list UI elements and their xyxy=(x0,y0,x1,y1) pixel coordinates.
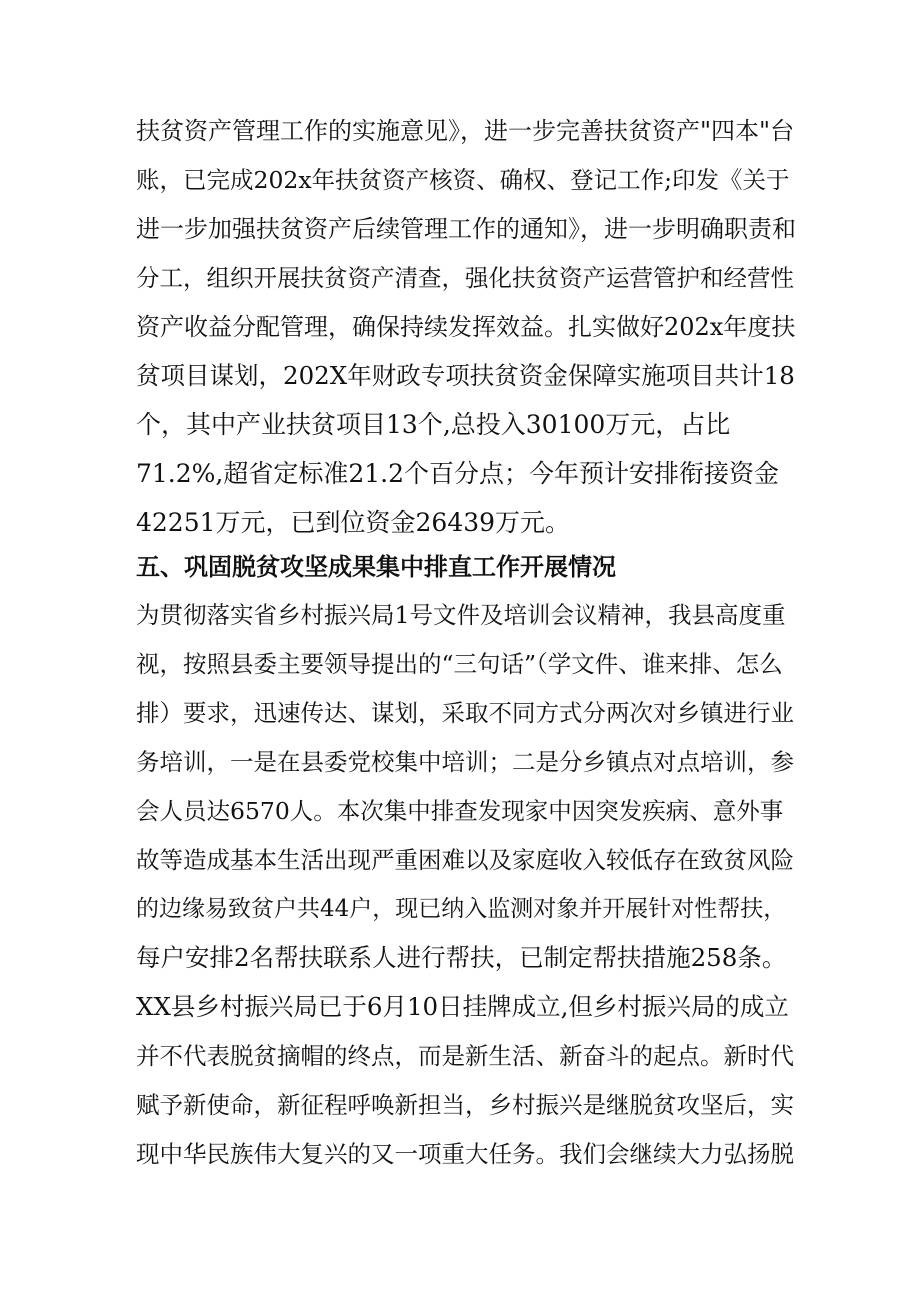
paragraph-line: 并不代表脱贫摘帽的终点，而是新生活、新奋斗的起点。新时代 xyxy=(136,1042,794,1070)
paragraph-line: 42251万元，已到位资金26439万元。 xyxy=(136,508,571,537)
paragraph-line: 个，其中产业扶贫项目13个,总投入30100万元，占比 xyxy=(136,410,731,439)
paragraph-line: 贫项目谋划，202X年财政专项扶贫资金保障实施项目共计18 xyxy=(136,361,795,390)
paragraph-line: 排）要求，迅速传达、谋划，采取不同方式分两次对乡镇进行业 xyxy=(136,699,794,727)
paragraph-line: 现中华民族伟大复兴的又一项重大任务。我们会继续大力弘扬脱 xyxy=(136,1140,794,1168)
paragraph-line: 每户安排2名帮扶联系人进行帮扶，已制定帮扶措施258条。 xyxy=(136,943,787,972)
section-heading: 五、巩固脱贫攻坚成果集中排直工作开展情况 xyxy=(136,553,616,581)
paragraph-line: 进一步加强扶贫资产后续管理工作的通知》，进一步明确职责和 xyxy=(136,215,796,243)
paragraph-line: 务培训，一是在县委党校集中培训；二是分乡镇点对点培训，参 xyxy=(136,748,794,776)
paragraph-line: 分工，组织开展扶贫资产清查，强化扶贫资产运营管护和经营性 xyxy=(136,264,794,292)
paragraph-line: 为贯彻落实省乡村振兴局1号文件及培训会议精神，我县高度重 xyxy=(136,601,786,629)
paragraph-line: 71.2%,超省定标准21.2个百分点；今年预计安排衔接资金 xyxy=(136,459,780,488)
paragraph-line: 赋予新使命，新征程呼唤新担当，乡村振兴是继脱贫攻坚后，实 xyxy=(136,1091,794,1119)
paragraph-line: 视，按照县委主要领导提出的“三句话”（学文件、谁来排、怎么 xyxy=(136,650,783,678)
paragraph-line: 故等造成基本生活出现严重困难以及家庭收入较低存在致贫风险 xyxy=(136,846,794,874)
paragraph-line: XX县乡村振兴局已于6月10日挂牌成立,但乡村振兴局的成立 xyxy=(136,992,789,1021)
paragraph-line: 资产收益分配管理，确保持续发挥效益。扎实做好202x年度扶 xyxy=(136,313,796,341)
paragraph-line: 扶贫资产管理工作的实施意见》，进一步完善扶贫资产"四本"台 xyxy=(136,117,795,145)
paragraph-line: 的边缘易致贫户共44户，现已纳入监测对象并开展针对性帮扶， xyxy=(136,896,787,922)
paragraph-line: 账，已完成202x年扶贫资产核资、确权、登记工作;印发《关于 xyxy=(136,166,790,194)
paragraph-line: 会人员达6570人。本次集中排查发现家中因突发疾病、意外事 xyxy=(136,797,784,825)
